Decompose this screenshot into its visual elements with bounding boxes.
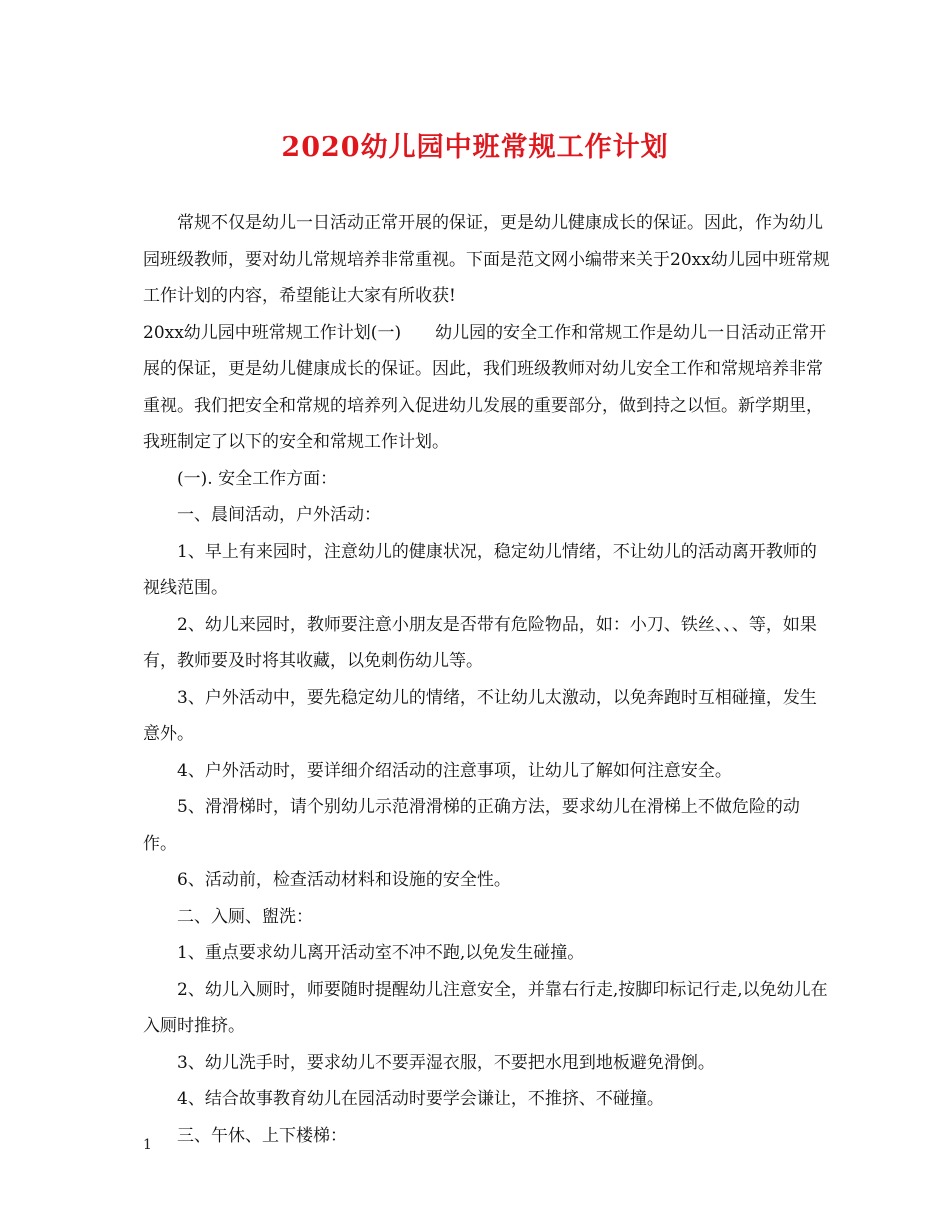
document-title: 2020幼儿园中班常规工作计划 — [281, 132, 669, 163]
page-number: 1 — [143, 1137, 152, 1153]
subheading-toilet-washing: 二、入厕、盥洗： — [177, 906, 313, 927]
list-item: 1、重点要求幼儿离开活动室不冲不跑,以免发生碰撞。 — [177, 943, 585, 963]
list-item: 2、幼儿来园时，教师要注意小朋友是否带有危险物品，如：小刀、铁丝、、、等，如果有，教师要及时将其收藏，以免刺伤幼儿等。 — [143, 614, 817, 671]
subheading-nap-stairs: 三、午休、上下楼梯： — [177, 1125, 347, 1146]
list-item: 2、幼儿入厕时，师要随时提醒幼儿注意安全，并靠右行走,按脚印标记行走,以免幼儿在入厕时推挤。 — [143, 979, 828, 1036]
list-item: 3、户外活动中，要先稳定幼儿的情绪，不让幼儿太激动，以免奔跑时互相碰撞，发生意外。 — [143, 687, 817, 744]
list-item: 1、早上有来园时，注意幼儿的健康状况，稳定幼儿情绪，不让幼儿的活动离开教师的视线范围。 — [143, 541, 817, 598]
paragraph-intro: 常规不仅是幼儿一日活动正常开展的保证，更是幼儿健康成长的保证。因此，作为幼儿园班级教师，要对幼儿常规培养非常重视。下面是范文网小编带来关于20xx幼儿园中班常规工作计划的内容，希望能让大家有所收获! — [143, 213, 830, 306]
list-item: 3、幼儿洗手时，要求幼儿不要弄湿衣服，不要把水甩到地板避免滑倒。 — [177, 1052, 715, 1073]
section-heading-safety: (一). 安全工作方面： — [177, 468, 338, 489]
paragraph-plan-one: 20xx幼儿园中班常规工作计划(一) 幼儿园的安全工作和常规工作是幼儿一日活动正常开展的保证，更是幼儿健康成长的保证。因此，我们班级教师对幼儿安全工作和常规培养非常重视。我们把安全和常规的培养列入促进幼儿发展的重要部分，做到持之以恒。新学期里，我班制定了以下的安全和常规工作计划。 — [143, 322, 827, 452]
list-item: 4、结合故事教育幼儿在园活动时要学会谦让，不推挤、不碰撞。 — [177, 1089, 664, 1109]
subheading-morning-outdoor: 一、晨间活动，户外活动： — [177, 505, 381, 525]
list-item: 4、户外活动时，要详细介绍活动的注意事项，让幼儿了解如何注意安全。 — [177, 760, 732, 781]
list-item: 6、活动前，检查活动材料和设施的安全性。 — [177, 870, 511, 890]
list-item: 5、滑滑梯时，请个别幼儿示范滑滑梯的正确方法，要求幼儿在滑梯上不做危险的动作。 — [143, 797, 800, 854]
document-body — [143, 205, 833, 1154]
